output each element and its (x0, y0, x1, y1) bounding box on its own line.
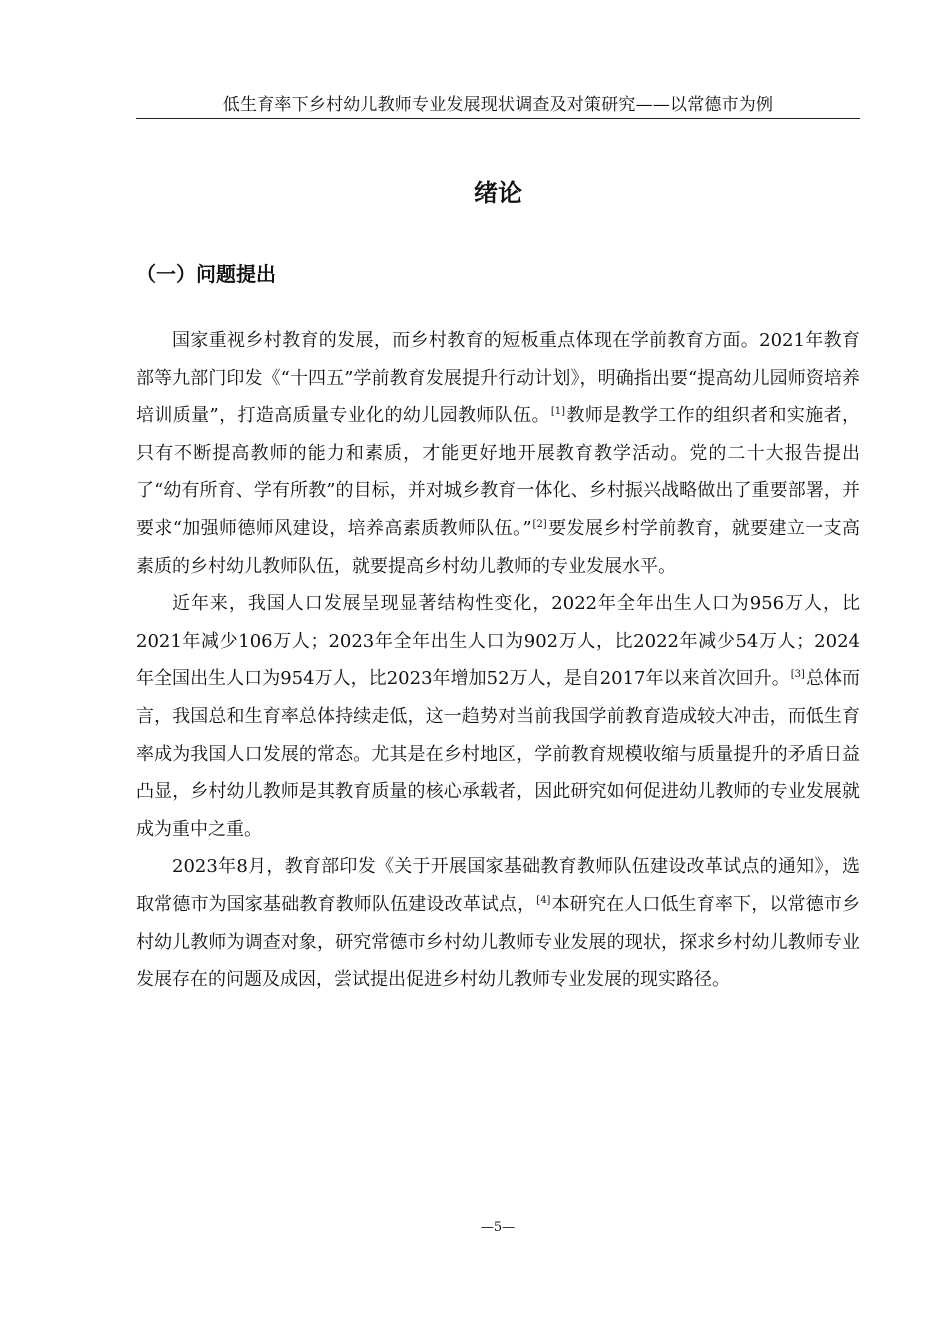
paragraph-text: 教师是教学工作的组织者和实施者，只有不断提高教师的能力和素质，才能更好地开展教育教学活动。党的二十大报告提出了“幼有所育、学有所教”的目标，并对城乡教育一体化、乡村振兴战略做出了重要部署，并要求“加强师德师风建设，培养高素质教师队伍。” (136, 405, 860, 539)
section-heading: （一）问题提出 (136, 262, 276, 286)
body-text (136, 322, 860, 999)
page-number: —5— (480, 1220, 516, 1235)
chapter-title: 绪论 (474, 179, 522, 207)
paragraph-2 (136, 585, 860, 848)
paragraph-text: 国家重视乡村教育的发展，而乡村教育的短板重点体现在学前教育方面。2021年教育部等九部门印发《“十四五”学前教育发展提升行动计划》，明确指出要“提高幼儿园师资培养培训质量”，打造高质量专业化的幼儿园教师队伍。 (136, 330, 860, 427)
paragraph-1 (136, 322, 860, 585)
running-header: 低生育率下乡村幼儿教师专业发展现状调查及对策研究——以常德市为例 (222, 95, 774, 115)
paragraph-text: 近年来，我国人口发展呈现显著结构性变化，2022年全年出生人口为956万人，比2021年减少106万人；2023年全年出生人口为902万人，比2022年减少54万人；2024年全国出生人口为954万人，比2023年增加52万人，是自2017年以来首次回升。 (136, 593, 860, 690)
citation-marker: [2] (532, 518, 547, 530)
header-rule (136, 118, 860, 119)
paragraph-text: 要发展乡村学前教育，就要建立一支高素质的乡村幼儿教师队伍，就要提高乡村幼儿教师的专业发展水平。 (136, 517, 861, 577)
citation-marker: [4] (536, 894, 551, 906)
citation-marker: [3] (790, 669, 805, 681)
paragraph-3 (136, 848, 860, 998)
paragraph-text: 本研究在人口低生育率下，以常德市乡村幼儿教师为调查对象，研究常德市乡村幼儿教师专业发展的现状，探求乡村幼儿教师专业发展存在的问题及成因，尝试提出促进乡村幼儿教师专业发展的现实路径。 (136, 893, 861, 991)
paragraph-text: 总体而言，我国总和生育率总体持续走低，这一趋势对当前我国学前教育造成较大冲击，而低生育率成为我国人口发展的常态。尤其是在乡村地区，学前教育规模收缩与质量提升的矛盾日益凸显，乡村幼儿教师是其教育质量的核心承载者，因此研究如何促进幼儿教师的专业发展就成为重中之重。 (136, 668, 861, 840)
paragraph-text: 2023年8月，教育部印发《关于开展国家基础教育教师队伍建设改革试点的通知》，选取常德市为国家基础教育教师队伍建设改革试点， (136, 856, 860, 915)
citation-marker: [1] (550, 406, 565, 418)
